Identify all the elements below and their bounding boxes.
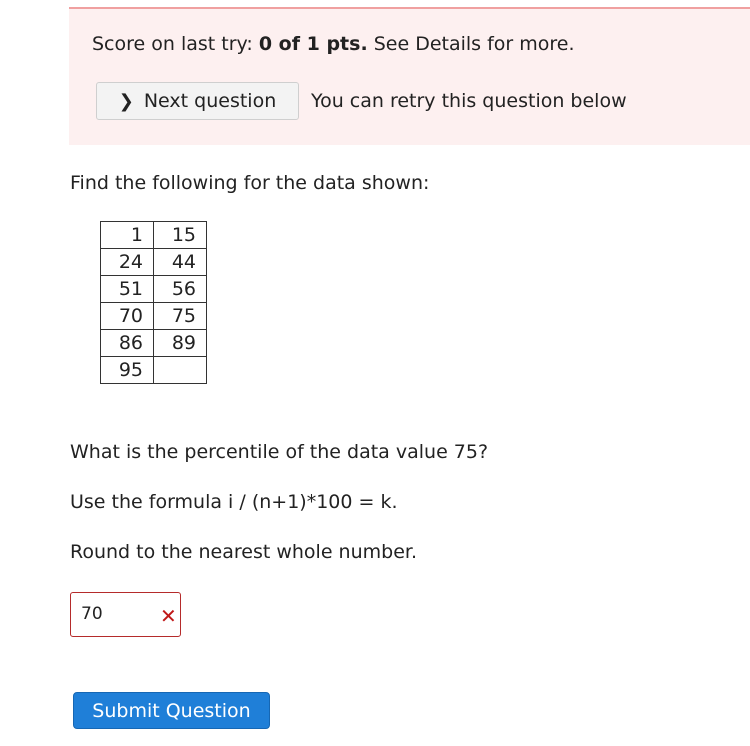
x-mark-icon: ✕ (160, 604, 177, 628)
table-cell: 75 (154, 303, 207, 330)
table-row (101, 249, 207, 276)
table-cell: 70 (101, 303, 154, 330)
score-line (92, 33, 575, 55)
question-prompt: What is the percentile of the data value 75? (70, 441, 489, 463)
formula-instruction: Use the formula i / (n+1)*100 = k. (70, 491, 398, 513)
table-cell: 24 (101, 249, 154, 276)
table-cell: 95 (101, 357, 154, 384)
table-cell: 51 (101, 276, 154, 303)
table-row (101, 303, 207, 330)
chevron-right-icon: ❯ (118, 90, 134, 112)
rounding-instruction: Round to the nearest whole number. (70, 541, 418, 563)
table-cell: 44 (154, 249, 207, 276)
table-cell: 15 (154, 222, 207, 249)
answer-input[interactable] (72, 594, 152, 634)
table-cell: 56 (154, 276, 207, 303)
table-cell: 89 (154, 330, 207, 357)
next-question-button[interactable] (96, 82, 299, 120)
table-cell: 1 (101, 222, 154, 249)
question-intro: Find the following for the data shown: (70, 172, 430, 194)
table-row (101, 330, 207, 357)
score-value: 0 of 1 pts. (258, 33, 368, 55)
score-prefix: Score on last try: (92, 33, 259, 55)
data-table (100, 221, 207, 384)
score-feedback-banner (69, 7, 750, 145)
table-row (101, 222, 207, 249)
score-suffix: See Details for more. (367, 33, 575, 55)
submit-question-button[interactable]: Submit Question (73, 692, 270, 729)
table-row (101, 357, 207, 384)
table-row (101, 276, 207, 303)
table-cell (154, 357, 207, 384)
answer-field-wrapper (70, 592, 181, 637)
next-question-label: Next question (143, 90, 277, 112)
retry-message: You can retry this question below (311, 90, 627, 112)
table-cell: 86 (101, 330, 154, 357)
